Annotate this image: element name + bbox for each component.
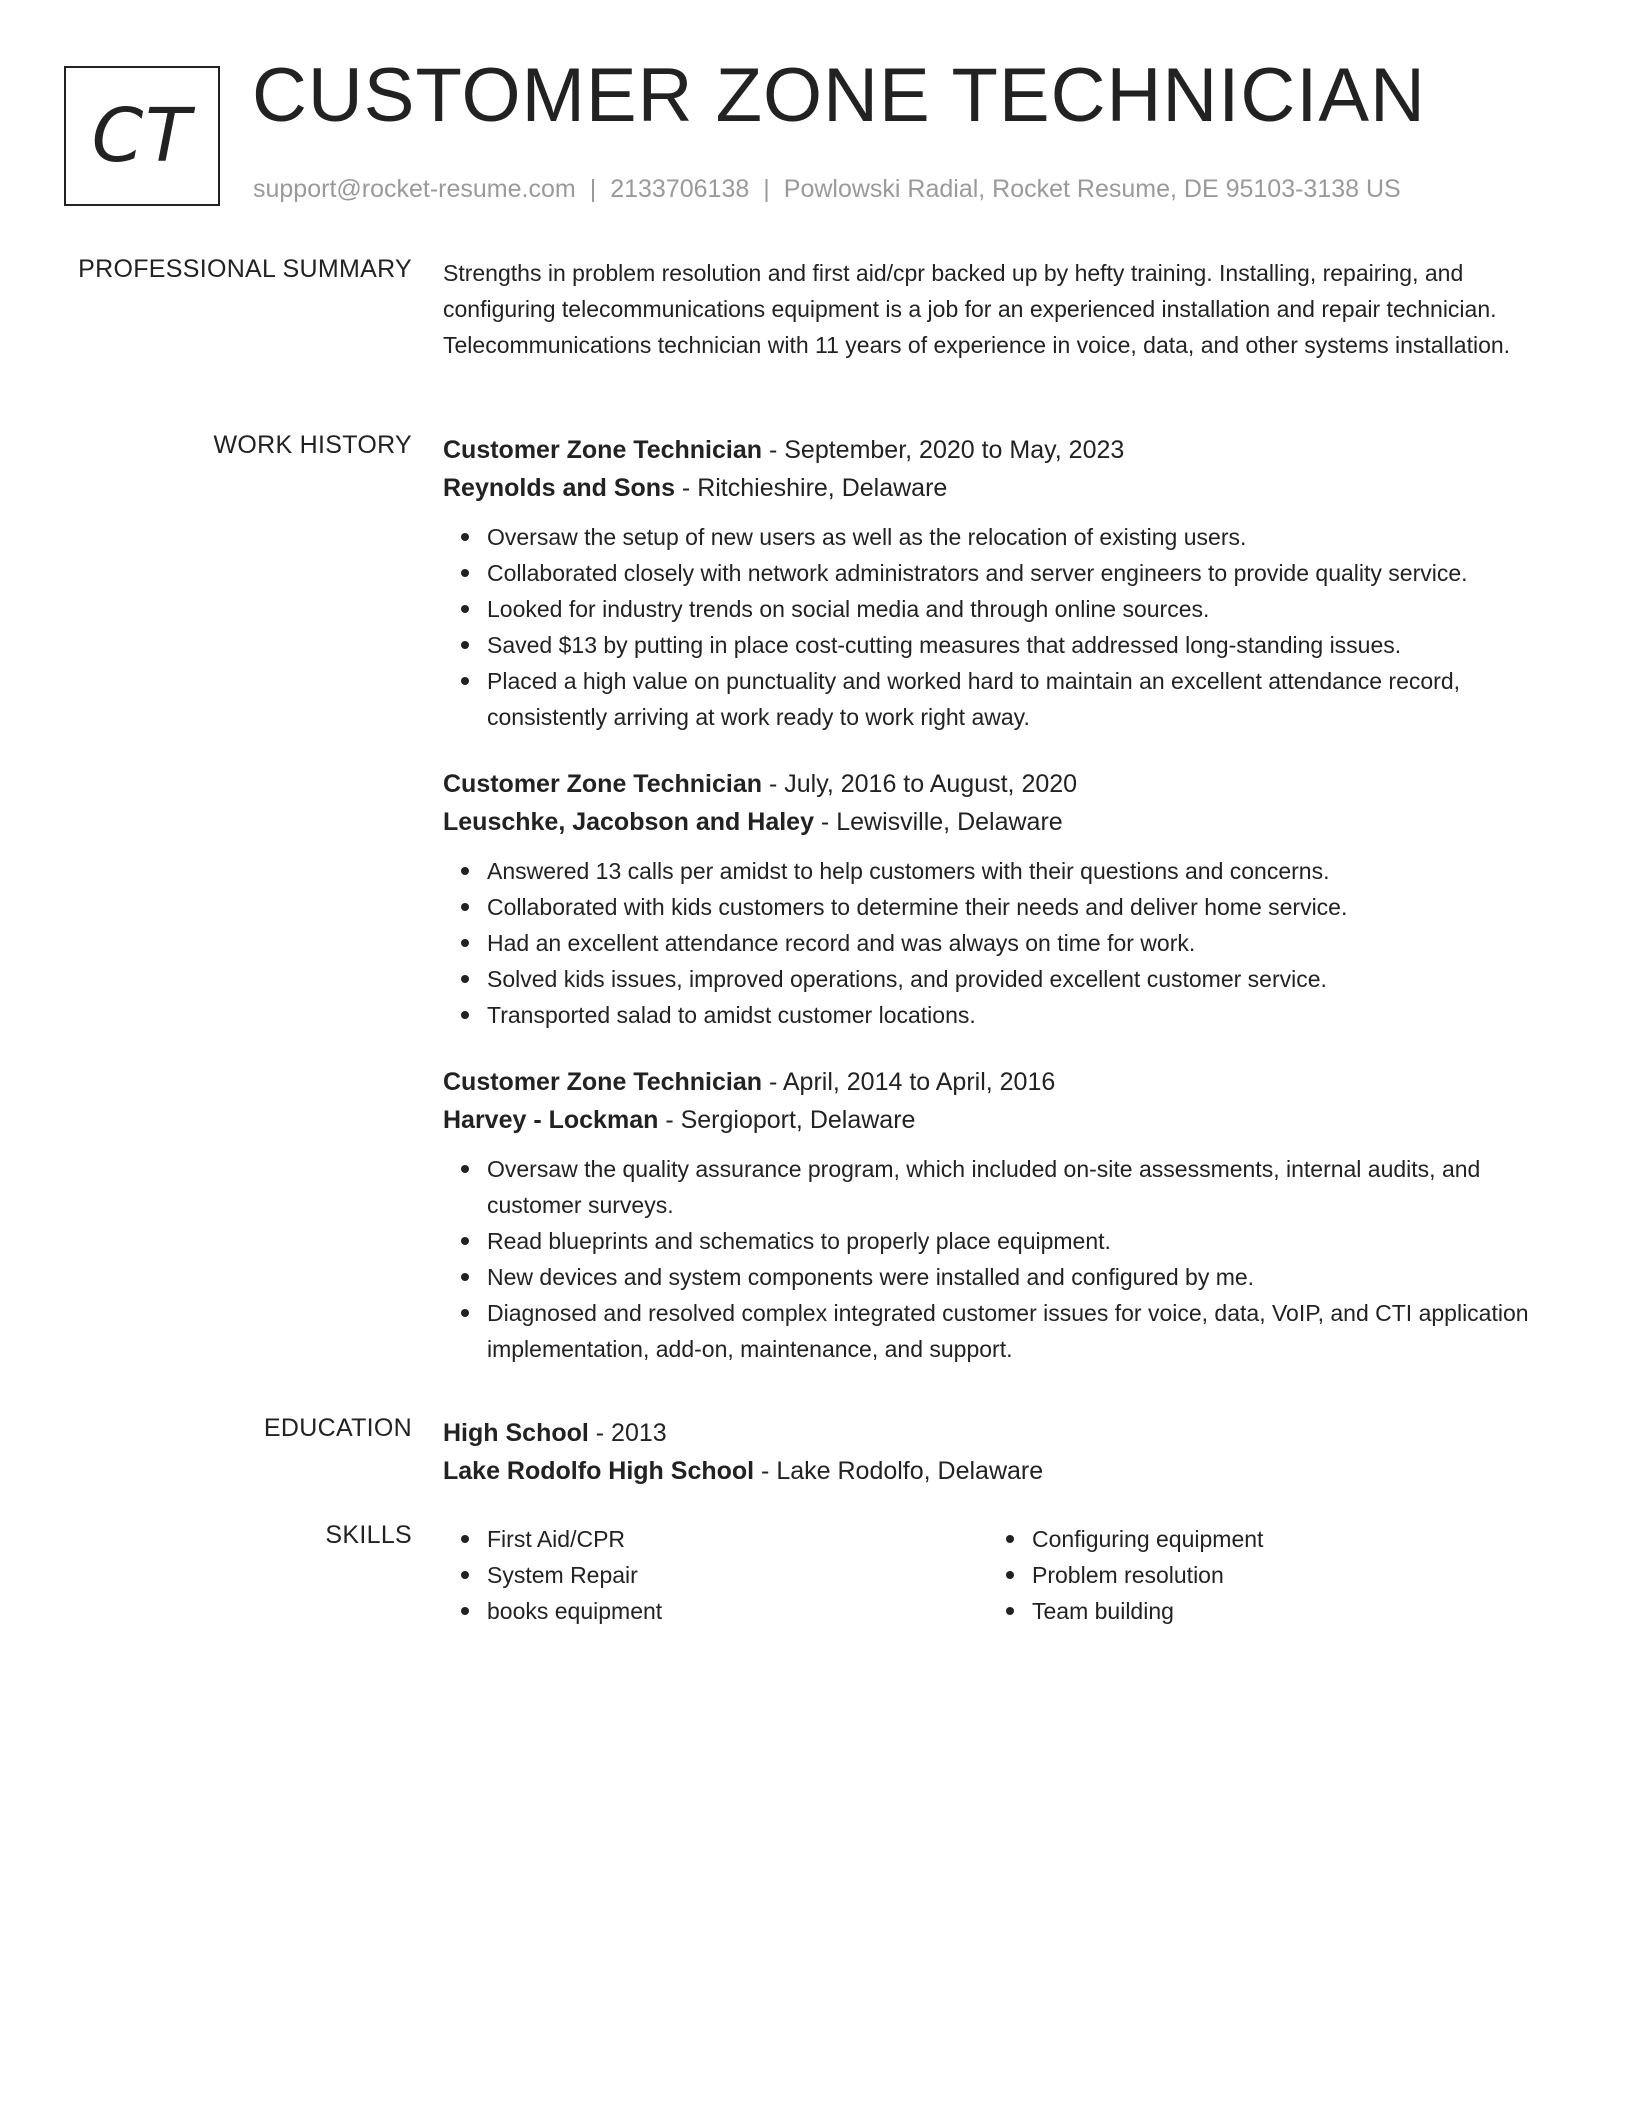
job-bullet: Collaborated with kids customers to determine their needs and deliver home service. — [487, 889, 1553, 925]
job-bullet: Read blueprints and schematics to properly place equipment. — [487, 1223, 1553, 1259]
education-school-line — [443, 1452, 1553, 1490]
education-location: - Lake Rodolfo, Delaware — [754, 1457, 1044, 1485]
contact-separator: | — [763, 175, 770, 203]
job-location: - Sergioport, Delaware — [658, 1106, 916, 1134]
summary-text: Strengths in problem resolution and first aid/cpr backed up by hefty training. Installing, repairing, and configuring telecommunications equipment is a job for an experienced installation and repair technician. Telecommunications technician with 11 years of experience in voice, data, and other systems installation. — [443, 260, 1511, 358]
skill-item: Team building — [1032, 1593, 1533, 1629]
contact-email: support@rocket-resume.com — [253, 175, 576, 203]
job-title-line — [443, 431, 1553, 469]
job-bullet: Collaborated closely with network administrators and server engineers to provide quality service. — [487, 555, 1553, 591]
job-dates: - July, 2016 to August, 2020 — [762, 770, 1078, 798]
job-role: Customer Zone Technician — [443, 1068, 763, 1096]
contact-phone: 2133706138 — [610, 175, 750, 203]
job-role: Customer Zone Technician — [443, 770, 763, 798]
skill-item: Problem resolution — [1032, 1557, 1533, 1593]
job-company-line — [443, 803, 1553, 841]
job-bullets — [443, 1151, 1553, 1367]
job-bullet: Oversaw the setup of new users as well as the relocation of existing users. — [487, 519, 1553, 555]
job-dates: - September, 2020 to May, 2023 — [762, 436, 1125, 464]
education-heading: EDUCATION — [263, 1414, 412, 1442]
skill-item: books equipment — [487, 1593, 988, 1629]
job-entry — [443, 765, 1553, 1033]
job-bullet: Oversaw the quality assurance program, which included on-site assessments, internal audits, and customer surveys. — [487, 1151, 1553, 1223]
education-degree: High School — [443, 1419, 589, 1447]
job-bullet: Answered 13 calls per amidst to help customers with their questions and concerns. — [487, 853, 1553, 889]
job-title-line — [443, 765, 1553, 803]
education-year: - 2013 — [588, 1419, 667, 1447]
job-location: - Lewisville, Delaware — [813, 808, 1063, 836]
job-bullet: Placed a high value on punctuality and worked hard to maintain an excellent attendance record, consistently arriving at work ready to work right away. — [487, 663, 1553, 735]
candidate-name: CUSTOMER ZONE TECHNICIAN — [252, 53, 1426, 138]
job-company-line — [443, 469, 1553, 507]
monogram-box — [64, 66, 220, 206]
work-history-heading: WORK HISTORY — [213, 431, 412, 459]
job-bullet: Solved kids issues, improved operations, and provided excellent customer service. — [487, 961, 1553, 997]
skills-column-right — [988, 1521, 1533, 1629]
job-role: Customer Zone Technician — [443, 436, 763, 464]
monogram-initials: CT — [91, 93, 193, 179]
contact-address: Powlowski Radial, Rocket Resume, DE 95103-3138 US — [783, 175, 1401, 203]
education-school: Lake Rodolfo High School — [443, 1457, 755, 1485]
skills-body — [443, 1521, 1553, 1629]
job-bullet: Looked for industry trends on social media and through online sources. — [487, 591, 1553, 627]
job-bullet: New devices and system components were installed and configured by me. — [487, 1259, 1553, 1295]
job-entry — [443, 431, 1553, 735]
job-company: Leuschke, Jacobson and Haley — [443, 808, 814, 836]
skill-item: System Repair — [487, 1557, 988, 1593]
job-dates: - April, 2014 to April, 2016 — [762, 1068, 1056, 1096]
job-bullets — [443, 519, 1553, 735]
skills-column-left — [443, 1521, 988, 1629]
skills-list — [443, 1521, 988, 1629]
summary-body — [443, 255, 1553, 363]
job-company: Reynolds and Sons — [443, 474, 675, 502]
skills-heading: SKILLS — [325, 1521, 412, 1549]
skills-list — [988, 1521, 1533, 1629]
skill-item: Configuring equipment — [1032, 1521, 1533, 1557]
education-body — [443, 1414, 1553, 1490]
summary-heading: PROFESSIONAL SUMMARY — [78, 255, 412, 283]
job-bullet: Transported salad to amidst customer locations. — [487, 997, 1553, 1033]
job-bullet: Saved $13 by putting in place cost-cutting measures that addressed long-standing issues. — [487, 627, 1553, 663]
job-entry — [443, 1063, 1553, 1367]
contact-separator: | — [589, 175, 597, 203]
job-company: Harvey - Lockman — [443, 1106, 659, 1134]
skill-item: First Aid/CPR — [487, 1521, 988, 1557]
job-bullets — [443, 853, 1553, 1033]
job-bullet: Diagnosed and resolved complex integrated customer issues for voice, data, VoIP, and CTI application implementation, add-on, maintenance, and support. — [487, 1295, 1553, 1367]
contact-line — [253, 175, 1401, 204]
education-degree-line — [443, 1414, 1553, 1452]
job-title-line — [443, 1063, 1553, 1101]
job-location: - Ritchieshire, Delaware — [674, 474, 948, 502]
job-company-line — [443, 1101, 1553, 1139]
work-history-body — [443, 431, 1553, 1397]
job-bullet: Had an excellent attendance record and was always on time for work. — [487, 925, 1553, 961]
